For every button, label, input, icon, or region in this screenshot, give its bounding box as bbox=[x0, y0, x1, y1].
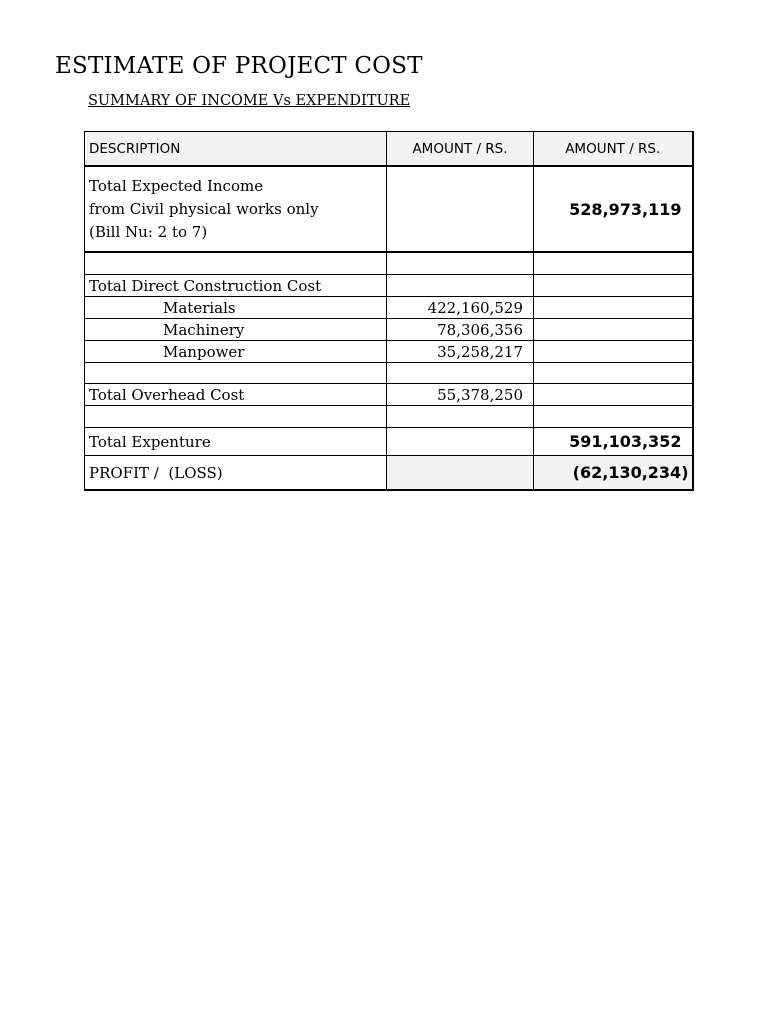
overhead-row bbox=[85, 384, 693, 406]
machinery-amount: 78,306,356 bbox=[387, 319, 534, 341]
table-row bbox=[85, 341, 693, 363]
materials-label: Materials bbox=[85, 297, 387, 319]
income-line-1: Total Expected Income bbox=[89, 176, 264, 195]
summary-table bbox=[84, 131, 694, 491]
income-amount-1 bbox=[387, 166, 534, 252]
overhead-amount: 55,378,250 bbox=[387, 384, 534, 406]
header-amount-2: AMOUNT / RS. bbox=[534, 132, 693, 167]
income-line-2: from Civil physical works only bbox=[89, 199, 319, 218]
table-row bbox=[85, 297, 693, 319]
income-line-3: (Bill Nu: 2 to 7) bbox=[89, 222, 208, 241]
table-row bbox=[85, 319, 693, 341]
expenditure-row bbox=[85, 428, 693, 456]
profit-row bbox=[85, 456, 693, 491]
manpower-label: Manpower bbox=[85, 341, 387, 363]
expenditure-total: 591,103,352 bbox=[534, 428, 693, 456]
page-title: ESTIMATE OF PROJECT COST bbox=[55, 53, 423, 79]
income-description bbox=[85, 166, 387, 252]
income-row bbox=[85, 166, 693, 252]
page-subtitle: SUMMARY OF INCOME Vs EXPENDITURE bbox=[88, 93, 411, 109]
header-amount-1: AMOUNT / RS. bbox=[387, 132, 534, 167]
expenditure-label: Total Expenture bbox=[85, 428, 387, 456]
table-header-row bbox=[85, 132, 693, 167]
header-description: DESCRIPTION bbox=[85, 132, 387, 167]
machinery-label: Machinery bbox=[85, 319, 387, 341]
overhead-label: Total Overhead Cost bbox=[85, 384, 387, 406]
profit-total: (62,130,234) bbox=[534, 456, 693, 491]
manpower-amount: 35,258,217 bbox=[387, 341, 534, 363]
direct-cost-row bbox=[85, 275, 693, 297]
materials-amount: 422,160,529 bbox=[387, 297, 534, 319]
blank-row bbox=[85, 252, 693, 275]
income-total: 528,973,119 bbox=[534, 166, 693, 252]
profit-label: PROFIT / (LOSS) bbox=[85, 456, 387, 491]
blank-row bbox=[85, 406, 693, 428]
blank-row bbox=[85, 363, 693, 384]
direct-cost-label: Total Direct Construction Cost bbox=[85, 275, 387, 297]
